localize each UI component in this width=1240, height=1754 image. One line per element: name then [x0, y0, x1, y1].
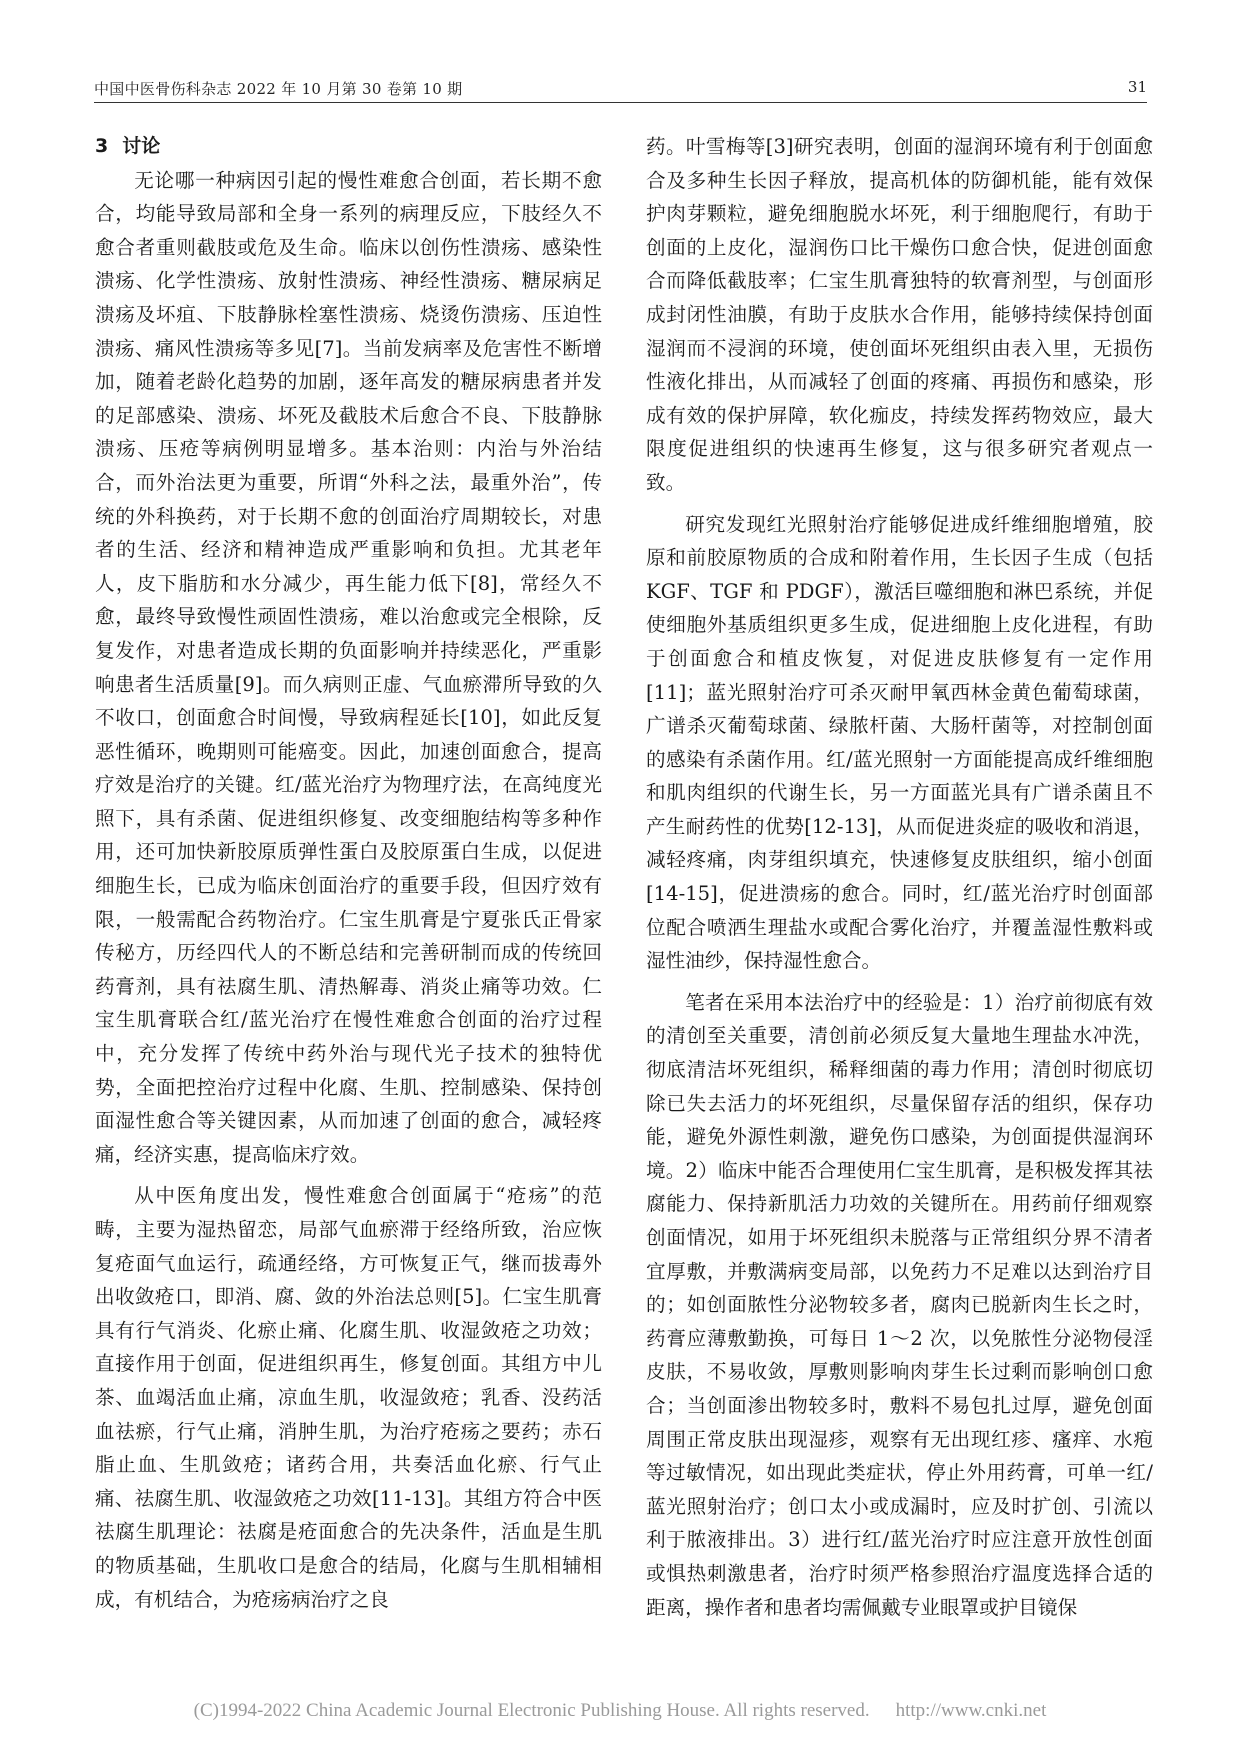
- copyright-footer: [0, 1700, 1240, 1722]
- left-column: [95, 130, 602, 1616]
- journal-citation-line: 中国中医骨伤科杂志 2022 年 10 月第 30 卷第 10 期: [94, 80, 463, 98]
- right-column: [646, 130, 1153, 1624]
- page-number: 31: [1127, 78, 1147, 96]
- footer-url: http://www.cnki.net: [895, 1700, 1047, 1721]
- section-number: 3: [95, 135, 109, 157]
- paragraph: 从中医角度出发，慢性难愈合创面属于“疮疡”的范畴，主要为湿热留恋，局部气血瘀滞于经络所致，治应恢复疮面气血运行，疏通经络，方可恢复正气，继而拔毒外出收敛疮口，即消、腐、敛的外治法总则[5]。仁宝生肌膏具有行气消炎、化瘀止痛、化腐生肌、收湿敛疮之功效；直接作用于创面，促进组织再生，修复创面。其组方中儿茶、血竭活血止痛，凉血生肌，收湿敛疮；乳香、没药活血祛瘀，行气止痛，消肿生肌，为治疗疮疡之要药；赤石脂止血、生肌敛疮；诸药合用，共奏活血化瘀、行气止痛、祛腐生肌、收湿敛疮之功效[11-13]。其组方符合中医祛腐生肌理论：祛腐是疮面愈合的先决条件，活血是生肌的物质基础，生肌收口是愈合的结局，化腐与生肌相辅相成，有机结合，为疮疡病治疗之良: [95, 1184, 602, 1611]
- copyright-text: (C)1994-2022 China Academic Journal Electronic Publishing House. All rights reserved.: [193, 1700, 870, 1721]
- paragraph: 研究发现红光照射治疗能够促进成纤维细胞增殖，胶原和前胶原物质的合成和附着作用，生长因子生成（包括 KGF、TGF 和 PDGF），激活巨噬细胞和淋巴系统，并促使细胞外基质组织更多生成，促进细胞上皮化进程，有助于创面愈合和植皮恢复，对促进皮肤修复有一定作用[11]；蓝光照射治疗可杀灭耐甲氧西林金黄色葡萄球菌，广谱杀灭葡萄球菌、绿脓杆菌、大肠杆菌等，对控制创面的感染有杀菌作用。红/蓝光照射一方面能提高成纤维细胞和肌肉组织的代谢生长，另一方面蓝光具有广谱杀菌且不产生耐药性的优势[12-13]，从而促进炎症的吸收和消退，减轻疼痛，肉芽组织填充，快速修复皮肤组织，缩小创面[14-15]，促进溃疡的愈合。同时，红/蓝光治疗时创面部位配合喷洒生理盐水或配合雾化治疗，并覆盖湿性敷料或湿性油纱，保持湿性愈合。: [646, 512, 1153, 973]
- section-title: 讨论: [122, 135, 161, 157]
- paragraph-continued: 药。叶雪梅等[3]研究表明，创面的湿润环境有利于创面愈合及多种生长因子释放，提高机体的防御机能，能有效保护肉芽颗粒，避免细胞脱水坏死，利于细胞爬行，有助于创面的上皮化，湿润伤口比干燥伤口愈合快，促进创面愈合而降低截肢率；仁宝生肌膏独特的软膏剂型，与创面形成封闭性油膜，有助于皮肤水合作用，能够持续保持创面湿润而不浸润的环境，使创面坏死组织由表入里，无损伤性液化排出，从而减轻了创面的疼痛、再损伤和感染，形成有效的保护屏障，软化痂皮，持续发挥药物效应，最大限度促进组织的快速再生修复，这与很多研究者观点一致。: [646, 135, 1153, 494]
- paragraph: 无论哪一种病因引起的慢性难愈合创面，若长期不愈合，均能导致局部和全身一系列的病理反应，下肢经久不愈合者重则截肢或危及生命。临床以创伤性溃疡、感染性溃疡、化学性溃疡、放射性溃疡、神经性溃疡、糖尿病足溃疡及坏疽、下肢静脉栓塞性溃疡、烧烫伤溃疡、压迫性溃疡、痛风性溃疡等多见[7]。当前发病率及危害性不断增加，随着老龄化趋势的加剧，逐年高发的糖尿病患者并发的足部感染、溃疡、坏死及截肢术后愈合不良、下肢静脉溃疡、压疮等病例明显增多。基本治则：内治与外治结合，而外治法更为重要，所谓“外科之法，最重外治”，传统的外科换药，对于长期不愈的创面治疗周期较长，对患者的生活、经济和精神造成严重影响和负担。尤其老年人，皮下脂肪和水分减少，再生能力低下[8]，常经久不愈，最终导致慢性顽固性溃疡，难以治愈或完全根除，反复发作，对患者造成长期的负面影响并持续恶化，严重影响患者生活质量[9]。而久病则正虚、气血瘀滞所导致的久不收口，创面愈合时间慢，导致病程延长[10]，如此反复恶性循环，晚期则可能癌变。因此，加速创面愈合，提高疗效是治疗的关键。红/蓝光治疗为物理疗法，在高纯度光照下，具有杀菌、促进组织修复、改变细胞结构等多种作用，还可加快新胶原质弹性蛋白及胶原蛋白生成，以促进细胞生长，已成为临床创面治疗的重要手段，但因疗效有限，一般需配合药物治疗。仁宝生肌膏是宁夏张氏正骨家传秘方，历经四代人的不断总结和完善研制而成的传统回药膏剂，具有祛腐生肌、清热解毒、消炎止痛等功效。仁宝生肌膏联合红/蓝光治疗在慢性难愈合创面的治疗过程中，充分发挥了传统中药外治与现代光子技术的独特优势，全面把控治疗过程中化腐、生肌、控制感染、保持创面湿性愈合等关键因素，从而加速了创面的愈合，减轻疼痛，经济实惠，提高临床疗效。: [95, 168, 602, 1166]
- paragraph: 笔者在采用本法治疗中的经验是：1）治疗前彻底有效的清创至关重要，清创前必须反复大量地生理盐水冲洗，彻底清洁坏死组织，稀释细菌的毒力作用；清创时彻底切除已失去活力的坏死组织，尽量保留存活的组织，保存功能，避免外源性刺激，避免伤口感染，为创面提供湿润环境。2）临床中能否合理使用仁宝生肌膏，是积极发挥其祛腐能力、保持新肌活力功效的关键所在。用药前仔细观察创面情况，如用于坏死组织未脱落与正常组织分界不清者宜厚敷，并敷满病变局部，以免药力不足难以达到治疗目的；如创面脓性分泌物较多者，腐肉已脱新肉生长之时，药膏应薄敷勤换，可每日 1～2 次，以免脓性分泌物侵淫皮肤，不易收敛，厚敷则影响肉芽生长过剩而影响创口愈合；当创面渗出物较多时，敷料不易包扎过厚，避免创面周围正常皮肤出现湿疹，观察有无出现红疹、瘙痒、水疱等过敏情况，如出现此类症状，停止外用药膏，可单一红/蓝光照射治疗；创口太小或成漏时，应及时扩创、引流以利于脓液排出。3）进行红/蓝光治疗时应注意开放性创面或惧热刺激患者，治疗时须严格参照治疗温度选择合适的距离，操作者和患者均需佩戴专业眼罩或护目镜保: [646, 990, 1153, 1619]
- running-header: [94, 74, 1147, 103]
- section-heading: [95, 130, 602, 164]
